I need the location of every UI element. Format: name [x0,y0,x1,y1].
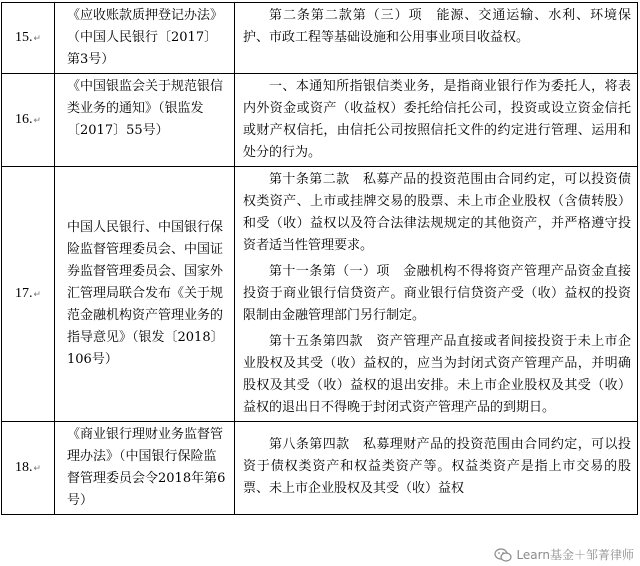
clause-paragraph: 第二条第二款第（三）项 能源、交通运输、水利、环境保护、市政工程等基础设施和公用事业项目收益权。 [243,8,631,45]
clause-content [235,3,638,74]
table-row [2,422,638,515]
wechat-icon [494,548,512,562]
clause-content [235,422,638,515]
clause-paragraph: 第十一条第（一）项 金融机构不得将资产管理产品资金直接投资于商业银行信贷资产。商业银行信贷资产受（收）益权的投资限制由金融管理部门另行制定。 [243,264,631,323]
row-number: 17.↵ [2,167,55,422]
clause-paragraph: 第八条第四款 私募理财产品的投资范围由合同约定，可以投资于债权类资产和权益类资产等。权益类资产是指上市交易的股票、未上市企业股权及其受（收）益权 [243,437,631,496]
row-number: 18.↵ [2,422,55,515]
watermark-text: Learn基金＋邹菁律师 [516,548,634,562]
law-title: 《应收账款质押登记办法》（中国人民银行〔2017〕第3号） [55,3,235,74]
table-row [2,3,638,74]
clause-paragraph: 第十条第二款 私募产品的投资范围由合同约定，可以投资债权类资产、上市或挂牌交易的股票、未上市企业股权（含债转股）和受（收）益权以及符合法律法规规定的其他资产，并严格遵守投资者适当性管理要求。 [243,172,631,253]
clause-content [235,74,638,167]
law-title: 中国人民银行、中国银行保险监督管理委员会、中国证券监督管理委员会、国家外汇管理局联合发布《关于规范金融机构资产管理业务的指导意见》（银发〔2018〕106号） [55,167,235,422]
table-row [2,74,638,167]
row-number: 16.↵ [2,74,55,167]
watermark [494,546,634,563]
table-row [2,167,638,422]
regulation-table [1,2,638,515]
row-number: 15.↵ [2,3,55,74]
clause-paragraph: 一、本通知所指银信类业务，是指商业银行作为委托人，将表内外资金或资产（收益权）委托给信托公司，投资或设立资金信托或财产权信托，由信托公司按照信托文件的约定进行管理、运用和处分的行为。 [243,79,631,160]
clause-content [235,167,638,422]
law-title: 《中国银监会关于规范银信类业务的通知》（银监发〔2017〕55号） [55,74,235,167]
law-title: 《商业银行理财业务监督管理办法》（中国银行保险监督管理委员会令2018年第6号） [55,422,235,515]
clause-paragraph: 第十五条第四款 资产管理产品直接或者间接投资于未上市企业股权及其受（收）益权的，应当为封闭式资产管理产品，并明确股权及其受（收）益权的退出安排。未上市企业股权及其受（收）益权的退出日不得晚于封闭式资产管理产品的到期日。 [243,334,631,415]
